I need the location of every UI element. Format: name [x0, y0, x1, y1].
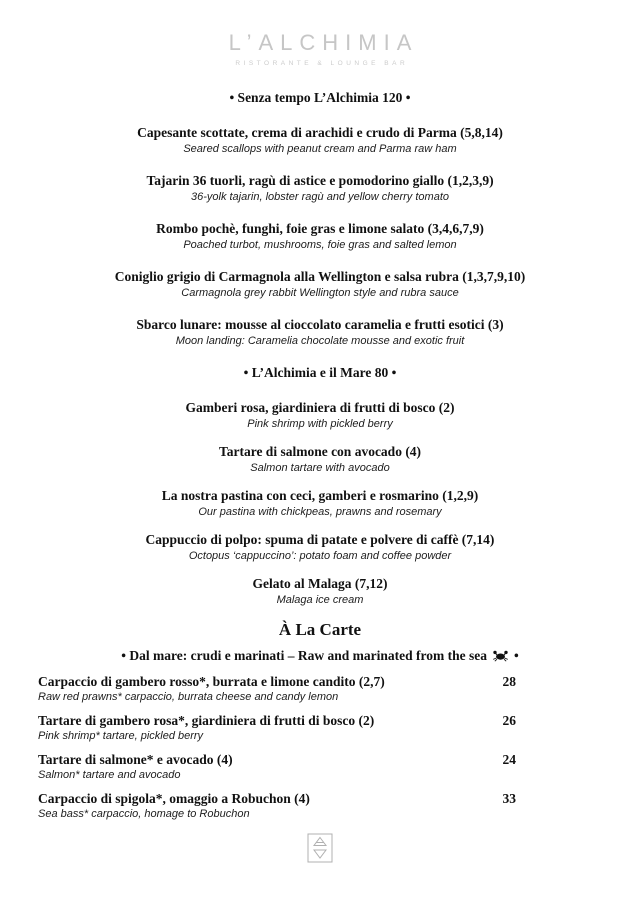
- tasting-menu-mare: [0, 364, 640, 607]
- footer-ornament: [0, 833, 640, 868]
- dish-price: 26: [502, 713, 516, 728]
- sea-section-heading: [0, 647, 640, 664]
- menu-item: [0, 487, 640, 519]
- dish-translation: Carmagnola grey rabbit Wellington style and rubra sauce: [181, 287, 459, 299]
- dish-name: La nostra pastina con ceci, gamberi e rosmarino (1,2,9): [161, 488, 479, 503]
- menu-item: [0, 172, 640, 204]
- dish-translation: Sea bass* carpaccio, homage to Robuchon: [38, 808, 250, 820]
- logo-title: L’ALCHIMIA: [228, 30, 419, 55]
- dish-name: Carpaccio di gambero rosso*, burrata e limone candito (2,7): [38, 674, 385, 689]
- crab-icon: [492, 649, 509, 662]
- a-la-carte-rows: [38, 673, 516, 821]
- dish-translation: Salmon tartare with avocado: [250, 462, 390, 474]
- dish-name: Tartare di salmone* e avocado (4): [38, 752, 233, 767]
- menu-item-row: [38, 790, 516, 821]
- dish-translation: Moon landing: Caramelia chocolate mousse and exotic fruit: [175, 335, 465, 347]
- menu-item-row: [38, 712, 516, 743]
- dish-translation: Poached turbot, mushrooms, foie gras and salted lemon: [183, 239, 457, 251]
- dish-translation: Octopus ‘cappuccino’: potato foam and coffee powder: [188, 550, 452, 562]
- menu-item: [0, 443, 640, 475]
- menu-item: [0, 531, 640, 563]
- dish-line: [38, 790, 516, 807]
- menu-item: [0, 575, 640, 607]
- dish-name: Capesante scottate, crema di arachidi e crudo di Parma (5,8,14): [137, 125, 503, 140]
- restaurant-logo: [0, 30, 640, 67]
- dish-translation: 36-yolk tajarin, lobster ragù and yellow cherry tomato: [190, 191, 449, 203]
- dish-price: 28: [502, 674, 516, 689]
- a-la-carte-section: [0, 619, 640, 821]
- menu-item: [0, 124, 640, 156]
- dish-translation: Our pastina with chickpeas, prawns and rosemary: [198, 506, 442, 518]
- dish-name: Rombo pochè, funghi, foie gras e limone salato (3,4,6,7,9): [156, 221, 484, 236]
- menu-section-heading: • L’Alchimia e il Mare 80 •: [243, 365, 397, 380]
- logo-subtitle: RISTORANTE & LOUNGE BAR: [235, 60, 409, 67]
- menu-item: [0, 316, 640, 348]
- dish-name: Gamberi rosa, giardiniera di frutti di bosco (2): [185, 400, 455, 415]
- dish-translation: Pink shrimp* tartare, pickled berry: [38, 730, 204, 742]
- dish-price: 24: [502, 752, 516, 767]
- dish-translation: Raw red prawns* carpaccio, burrata cheese and candy lemon: [38, 691, 339, 703]
- menu-item-row: [38, 751, 516, 782]
- menu-item: [0, 268, 640, 300]
- dish-translation: Salmon* tartare and avocado: [38, 769, 181, 781]
- dish-name: Cappuccio di polpo: spuma di patate e polvere di caffè (7,14): [145, 532, 495, 547]
- dish-name: Carpaccio di spigola*, omaggio a Robuchon (4): [38, 791, 310, 806]
- dish-name: Tartare di gambero rosa*, giardiniera di frutti di bosco (2): [38, 713, 375, 728]
- dish-translation: Malaga ice cream: [276, 594, 364, 606]
- alchemy-symbol-icon: [307, 833, 333, 863]
- dish-translation: Pink shrimp with pickled berry: [247, 418, 393, 430]
- dish-line: [38, 751, 516, 768]
- dish-name: Gelato al Malaga (7,12): [252, 576, 388, 591]
- sea-section-heading-text: • Dal mare: crudi e marinati – Raw and marinated from the sea: [121, 648, 487, 663]
- dish-price: 33: [502, 791, 516, 806]
- sea-section-heading-bullet: •: [513, 648, 519, 663]
- menu-item: [0, 399, 640, 431]
- tasting-menu-senza-tempo: [0, 89, 640, 348]
- menu-item-row: [38, 673, 516, 704]
- dish-translation: Seared scallops with peanut cream and Parma raw ham: [183, 143, 457, 155]
- dish-name: Coniglio grigio di Carmagnola alla Wellington e salsa rubra (1,3,7,9,10): [114, 269, 526, 284]
- dish-line: [38, 712, 516, 729]
- dish-name: Tajarin 36 tuorli, ragù di astice e pomodorino giallo (1,2,3,9): [146, 173, 494, 188]
- a-la-carte-title: À La Carte: [278, 620, 362, 639]
- dish-name: Tartare di salmone con avocado (4): [218, 444, 422, 459]
- menu-item: [0, 220, 640, 252]
- menu-section-heading: • Senza tempo L’Alchimia 120 •: [229, 90, 411, 105]
- dish-line: [38, 673, 516, 690]
- dish-name: Sbarco lunare: mousse al cioccolato caramelia e frutti esotici (3): [136, 317, 504, 332]
